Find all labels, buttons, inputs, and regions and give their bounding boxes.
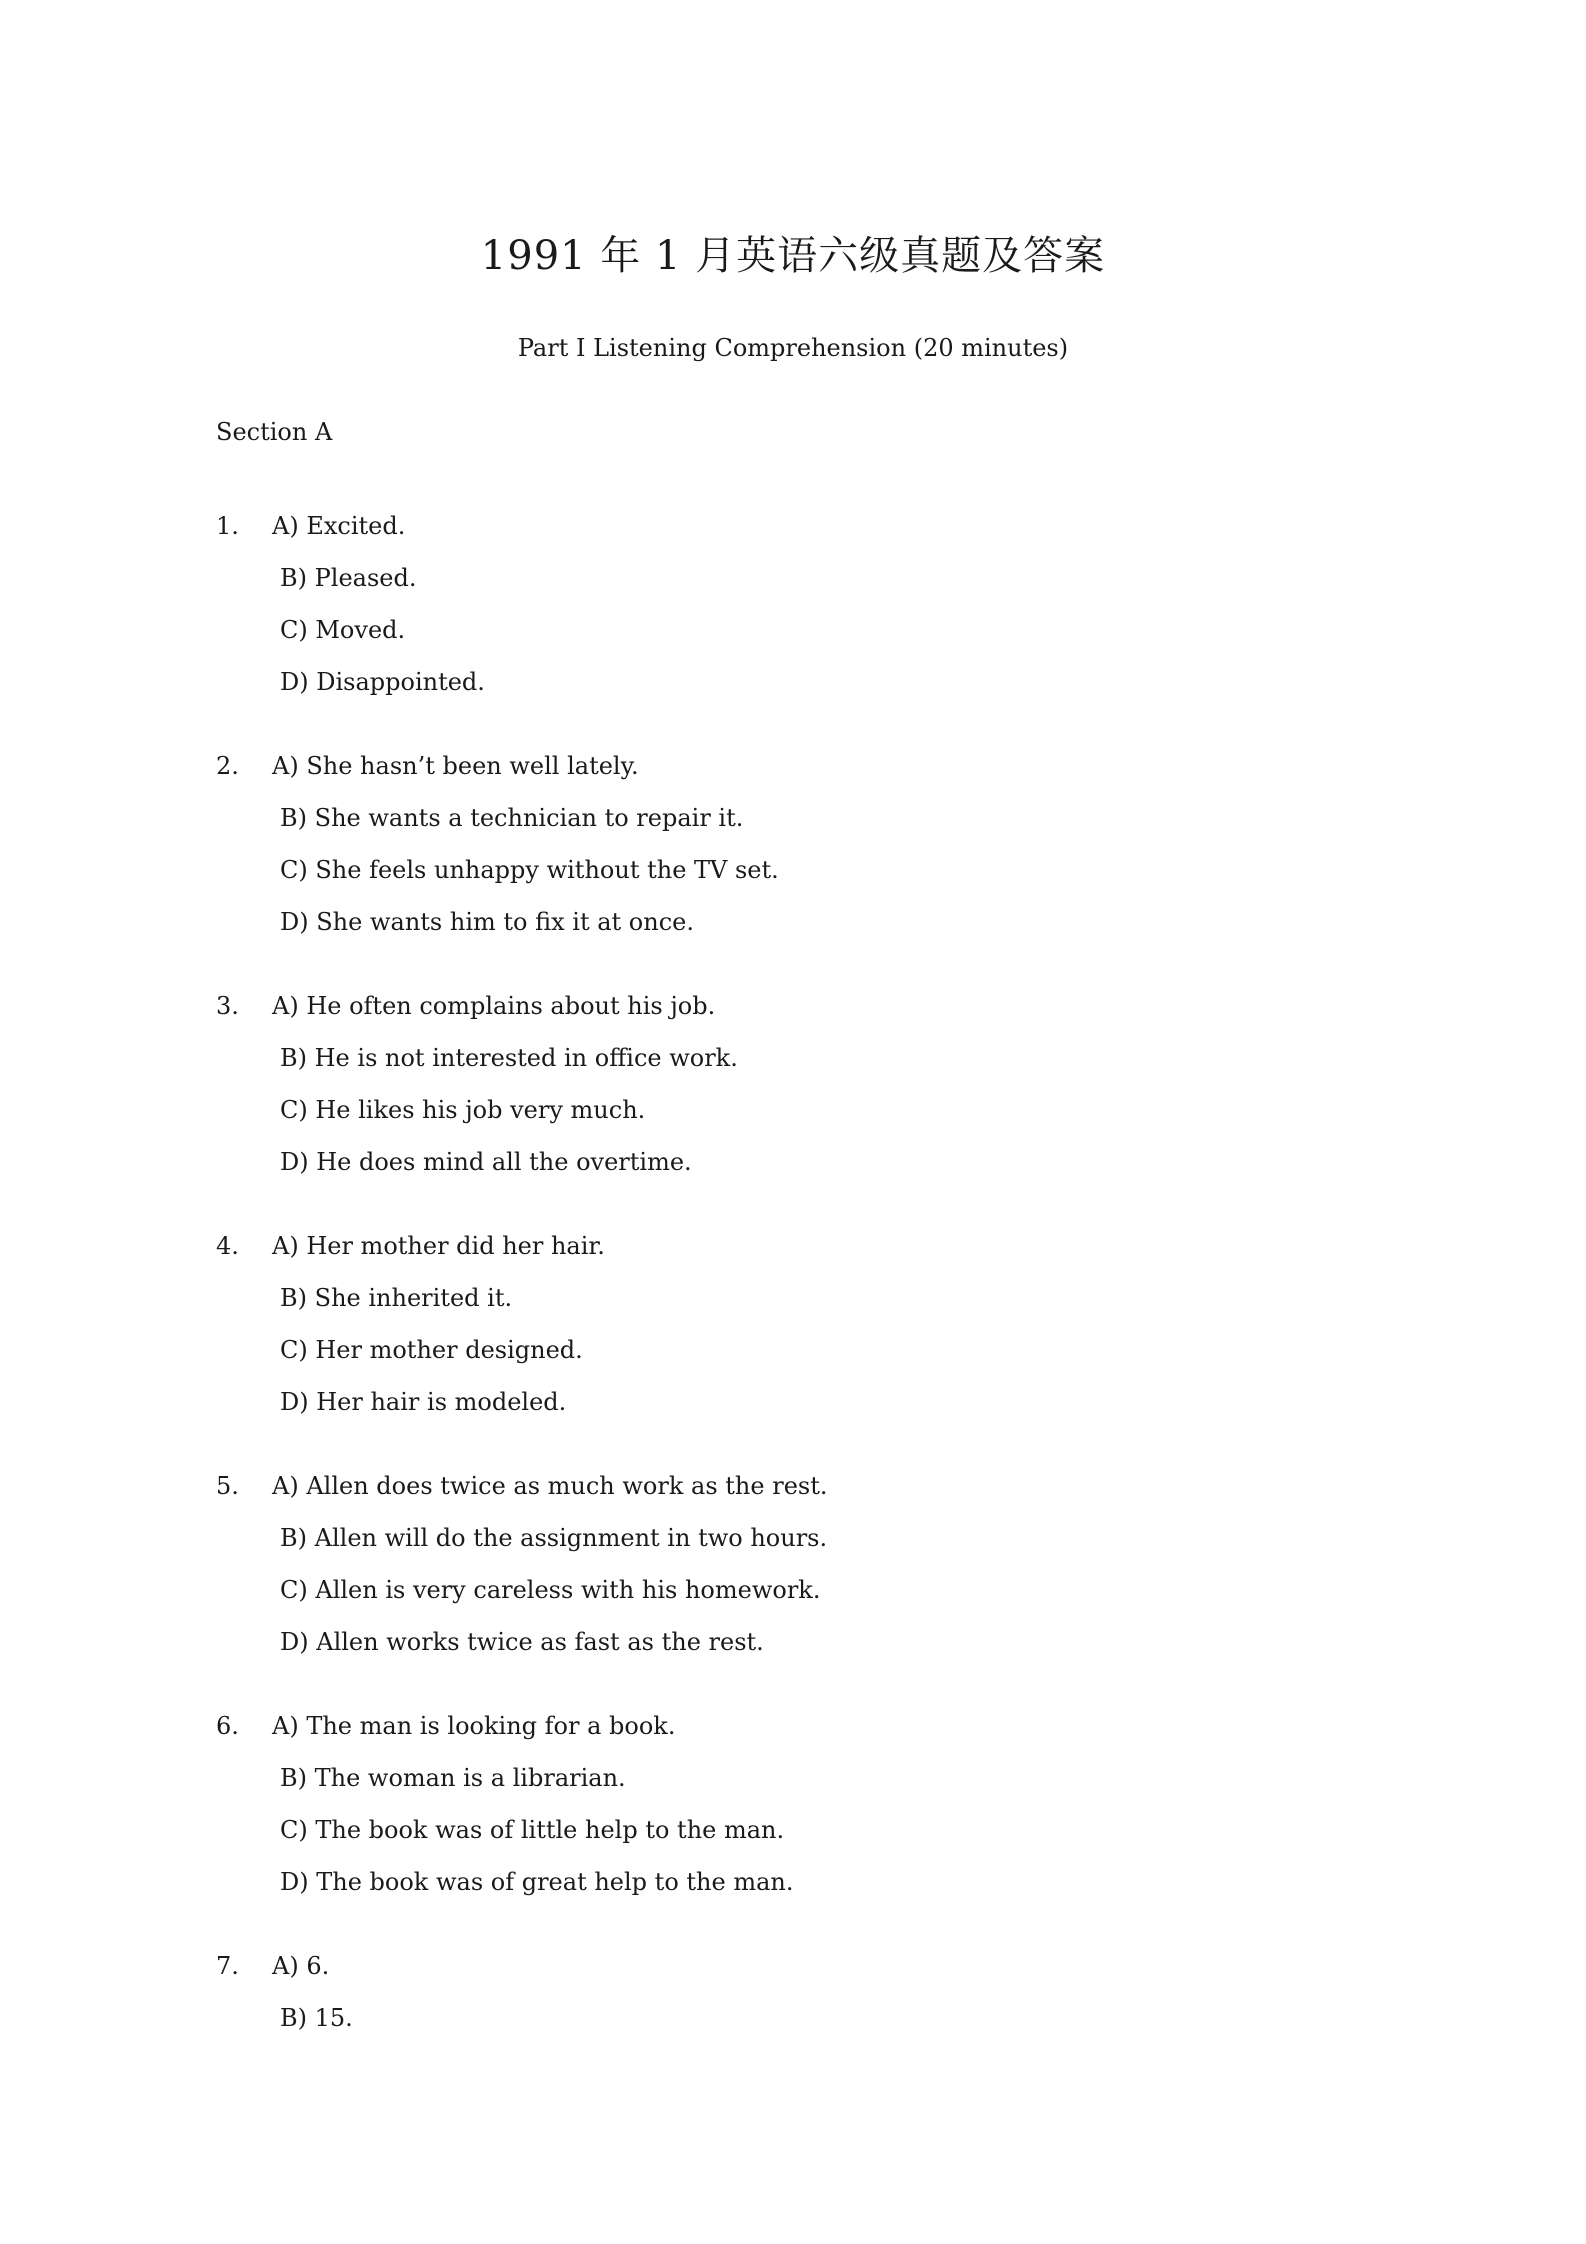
question-6	[216, 1710, 1416, 1950]
option-a: A) Allen does twice as much work as the rest.	[272, 1472, 828, 1500]
option-c: C) Her mother designed.	[280, 1336, 583, 1364]
question-number: 5.	[216, 1472, 239, 1500]
option-a: A) He often complains about his job.	[272, 992, 716, 1020]
question-7	[216, 1950, 1416, 2054]
question-number: 2.	[216, 752, 239, 780]
option-d: D) Her hair is modeled.	[280, 1388, 567, 1416]
option-c: C) Moved.	[280, 616, 406, 644]
option-d: D) Allen works twice as fast as the rest.	[280, 1628, 764, 1656]
option-b: B) The woman is a librarian.	[280, 1764, 626, 1792]
option-c: C) He likes his job very much.	[280, 1096, 646, 1124]
question-list	[216, 510, 1416, 2054]
option-d: D) The book was of great help to the man.	[280, 1868, 794, 1896]
option-b: B) He is not interested in office work.	[280, 1044, 738, 1072]
part-heading: Part I Listening Comprehension (20 minutes)	[517, 334, 1069, 362]
question-number: 7.	[216, 1952, 239, 1980]
option-c: C) Allen is very careless with his homework.	[280, 1576, 821, 1604]
question-5	[216, 1470, 1416, 1710]
option-b: B) She inherited it.	[280, 1284, 513, 1312]
question-1	[216, 510, 1416, 750]
option-d: D) He does mind all the overtime.	[280, 1148, 692, 1176]
question-2	[216, 750, 1416, 990]
question-number: 4.	[216, 1232, 239, 1260]
question-4	[216, 1230, 1416, 1470]
option-a: A) She hasn’t been well lately.	[272, 752, 639, 780]
option-c: C) She feels unhappy without the TV set.	[280, 856, 779, 884]
document-title: 1991 年 1 月英语六级真题及答案	[480, 233, 1106, 279]
section-heading: Section A	[216, 418, 333, 446]
option-a: A) Her mother did her hair.	[272, 1232, 605, 1260]
option-a: A) Excited.	[272, 512, 406, 540]
option-b: B) Pleased.	[280, 564, 417, 592]
option-a: A) 6.	[272, 1952, 330, 1980]
question-3	[216, 990, 1416, 1230]
option-b: B) Allen will do the assignment in two hours.	[280, 1524, 828, 1552]
question-number: 3.	[216, 992, 239, 1020]
option-d: D) Disappointed.	[280, 668, 485, 696]
option-b: B) She wants a technician to repair it.	[280, 804, 744, 832]
option-b: B) 15.	[280, 2004, 353, 2032]
option-a: A) The man is looking for a book.	[272, 1712, 676, 1740]
option-c: C) The book was of little help to the man.	[280, 1816, 785, 1844]
question-number: 6.	[216, 1712, 239, 1740]
question-number: 1.	[216, 512, 239, 540]
option-d: D) She wants him to fix it at once.	[280, 908, 694, 936]
